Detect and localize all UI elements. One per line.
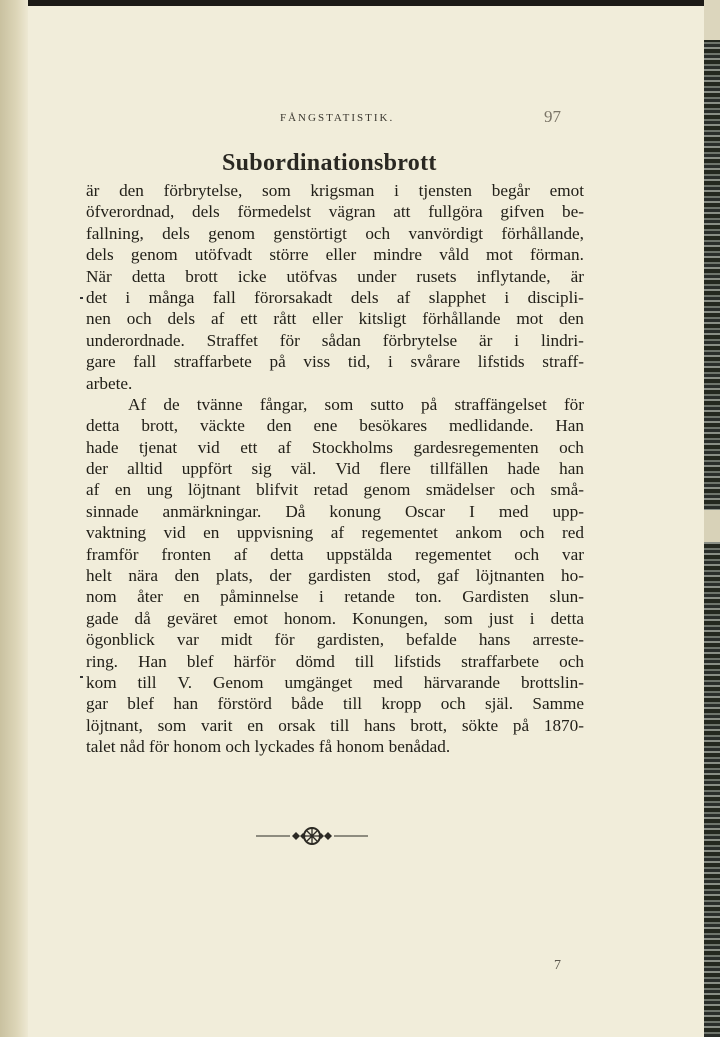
word: blifvit (256, 480, 299, 500)
word: Stockholms (311, 437, 393, 457)
word: straffängelset (454, 394, 547, 414)
text-line (86, 373, 584, 394)
word: detta (270, 544, 304, 564)
word: på (421, 394, 438, 414)
word: umgänget (284, 672, 353, 692)
word: och (514, 544, 540, 564)
word: förbrytelse, (163, 181, 243, 200)
word: ett (240, 437, 258, 457)
word: Genom (212, 672, 264, 692)
word: fall (133, 352, 157, 372)
text-line (86, 266, 584, 287)
word: slapphet (428, 287, 486, 307)
text-line (86, 437, 584, 458)
word: våld (439, 245, 469, 265)
word: nom (86, 587, 117, 607)
word: många (148, 287, 195, 307)
word: som (324, 394, 354, 414)
word: slun- (549, 587, 584, 607)
word: med (373, 672, 403, 692)
word: åter (137, 587, 163, 607)
word: kropp (381, 694, 422, 714)
word: i (387, 352, 393, 372)
text-line (86, 501, 584, 522)
word: midt (220, 630, 253, 650)
word: underordnade. (86, 330, 185, 350)
word: inflytande, (476, 266, 551, 286)
word: genom (130, 245, 178, 265)
text-line (86, 544, 584, 565)
word: upp- (552, 501, 584, 521)
word: är (479, 330, 493, 350)
word: dels (162, 223, 190, 243)
word: förhållande, (501, 223, 584, 243)
word: gare (86, 352, 116, 372)
word: mot (516, 309, 544, 329)
word: orsak (278, 715, 316, 735)
word: väckte (199, 416, 245, 436)
section-title: Subordinationsbrott (222, 150, 437, 176)
text-line (86, 394, 584, 415)
word: som (157, 715, 187, 735)
word: löjtnant, (86, 715, 143, 735)
margin-mark (80, 676, 83, 678)
word: begår (491, 181, 530, 200)
running-header (280, 107, 580, 132)
text-line (86, 458, 584, 479)
text-line (86, 736, 584, 757)
word: gardisten (307, 566, 371, 586)
word: anmärkningar. (162, 501, 262, 521)
word: den (559, 309, 584, 329)
word: som (444, 608, 473, 628)
word: genom (363, 480, 411, 500)
word: en (183, 587, 200, 607)
word: den (119, 181, 144, 200)
word: detta (131, 266, 166, 286)
text-line (86, 180, 584, 201)
word: Af (128, 394, 147, 414)
word: hade (86, 437, 119, 457)
word: löjtnant (188, 480, 241, 500)
word: på (512, 715, 530, 735)
word: konung (329, 501, 381, 521)
word: der (269, 566, 292, 586)
word: fronten (161, 544, 211, 564)
word: de (163, 394, 180, 414)
word: väl. (290, 459, 317, 479)
word: var (176, 630, 199, 650)
word: till (137, 672, 157, 692)
text-line (86, 415, 584, 436)
word: gardesregementen (413, 437, 539, 457)
word: geväret (166, 608, 218, 628)
word: sinnade (86, 501, 139, 521)
word: alltid (127, 459, 163, 479)
word: gardisten, (316, 630, 385, 650)
word: och (440, 694, 466, 714)
word: arreste- (532, 630, 584, 650)
text-line (86, 308, 584, 329)
word: kitsligt (358, 309, 407, 329)
word: V. (177, 672, 193, 692)
word: emot (233, 608, 268, 628)
word: hade (507, 459, 540, 479)
word: det (86, 287, 107, 307)
word: varit (200, 715, 233, 735)
word: som (262, 181, 291, 200)
word: vid (163, 523, 186, 543)
word: fullgöra (428, 202, 483, 222)
text-line (86, 629, 584, 650)
word: i (529, 608, 535, 628)
word: ett (240, 309, 258, 329)
word: brott, (410, 715, 448, 735)
word: vaktning (86, 523, 147, 543)
word: tjensten (418, 181, 473, 200)
word: hans (364, 715, 396, 735)
word: vägran (328, 202, 376, 222)
word: honom. (283, 608, 336, 628)
scan-edge-gap (704, 510, 720, 542)
word: för (563, 394, 584, 414)
word: af (277, 437, 292, 457)
word: då (134, 608, 151, 628)
word: under (357, 266, 397, 286)
word: förhållande (422, 309, 501, 329)
word: tid, (347, 352, 371, 372)
word: helt (86, 566, 112, 586)
word: regementet (415, 544, 492, 564)
word: retad (313, 480, 348, 500)
word: han (559, 459, 584, 479)
word: genom (208, 223, 256, 243)
text-line (86, 693, 584, 714)
word: i (394, 181, 399, 200)
word: lifstids (477, 352, 525, 372)
word: ho- (561, 566, 584, 586)
text-line (86, 330, 584, 351)
word: en (114, 480, 132, 500)
word: befalde (406, 630, 457, 650)
word: påminnelse (220, 587, 299, 607)
word: blef (186, 651, 214, 671)
word: på (269, 352, 286, 372)
word: ton. (415, 587, 442, 607)
word: blef (127, 694, 154, 714)
word: härvarande (423, 672, 501, 692)
word: och (559, 437, 584, 457)
word: i (514, 330, 520, 350)
word: brott (185, 266, 218, 286)
word: af (211, 309, 225, 329)
word: han (173, 694, 199, 714)
word: i (504, 287, 510, 307)
text-line (86, 351, 584, 372)
word: rått (273, 309, 297, 329)
word: den (174, 566, 200, 586)
page-number: 97 (544, 107, 561, 126)
word: sökte (461, 715, 499, 735)
word: förbrytelse (382, 330, 458, 350)
word: dels (167, 309, 196, 329)
word: vanvördigt (408, 223, 484, 243)
text-run: arbete. (86, 373, 133, 393)
word: dömd (295, 651, 335, 671)
word: en (203, 523, 220, 543)
text-line (86, 586, 584, 607)
text-line (86, 651, 584, 672)
word: ring. (86, 651, 118, 671)
word: viss (303, 352, 331, 372)
word: ankom (455, 523, 503, 543)
word: i (318, 587, 324, 607)
word: själ. (484, 694, 514, 714)
word: härför (233, 651, 276, 671)
word: nära (128, 566, 158, 586)
scan-top-band (0, 0, 720, 6)
word: förorsakadt (254, 287, 333, 307)
word: Oscar (404, 501, 446, 521)
word: gar (86, 694, 108, 714)
word: gifven (500, 202, 545, 222)
word: förmedelst (237, 202, 311, 222)
word: dels (350, 287, 379, 307)
word: mot (486, 245, 513, 265)
word: är (570, 266, 584, 286)
word: Straffet (206, 330, 258, 350)
word: eller (312, 309, 343, 329)
scan-edge-gap (704, 0, 720, 40)
word: fångar, (259, 394, 308, 414)
text-line (86, 672, 584, 693)
word: vid (197, 437, 220, 457)
word: en (247, 715, 264, 735)
word: uppfört (181, 459, 233, 479)
word: större (269, 245, 309, 265)
word: ene (313, 416, 338, 436)
word: tillfällen (430, 459, 489, 479)
word: af (330, 523, 345, 543)
word: Han (138, 651, 167, 671)
word: besökares (359, 416, 428, 436)
word: flere (379, 459, 411, 479)
word: utöfvas (286, 266, 338, 286)
word: ögonblick (86, 630, 155, 650)
word: för (274, 630, 295, 650)
word: och (365, 223, 391, 243)
text-line (86, 287, 584, 308)
word: tjenat (138, 437, 178, 457)
word: lindri- (540, 330, 584, 350)
text-line (86, 223, 584, 244)
word: och (559, 651, 584, 671)
word: och (126, 309, 152, 329)
word: brott, (141, 416, 179, 436)
word: regementet (361, 523, 438, 543)
word: löjtnanten (475, 566, 545, 586)
text-line (86, 565, 584, 586)
word: framför (86, 544, 139, 564)
word: eller (325, 245, 357, 265)
word: straff- (542, 352, 584, 372)
word: i (125, 287, 131, 307)
word: dels (86, 245, 114, 265)
word: medlidande. (448, 416, 534, 436)
word: till (342, 694, 363, 714)
word: Konungen, (352, 608, 428, 628)
word: detta (86, 416, 120, 436)
word: tvänne (196, 394, 243, 414)
word: fall (212, 287, 236, 307)
word: för (279, 330, 300, 350)
text-line (86, 608, 584, 629)
running-title: FÅNGSTATISTIK. (280, 112, 395, 124)
word: förman. (529, 245, 584, 265)
word: mindre (373, 245, 423, 265)
word: krigsman (310, 181, 375, 200)
body-text (86, 180, 584, 758)
word: rusets (416, 266, 457, 286)
word: öfverordnad, (86, 202, 175, 222)
word: hans (478, 630, 511, 650)
word: retande (344, 587, 395, 607)
book-spine-shadow (0, 0, 28, 1037)
ornament-rule (256, 824, 368, 848)
text-line (86, 715, 584, 736)
word: sutto (370, 394, 404, 414)
word: lifstids (394, 651, 441, 671)
text-line (86, 244, 584, 265)
text-run: talet nåd för honom och lyckades få honom benådad. (86, 737, 451, 757)
word: be- (562, 202, 584, 222)
word: uppvisning (236, 523, 314, 543)
word: genstörtigt (273, 223, 347, 243)
word: och (510, 480, 535, 500)
word: straffarbete (173, 352, 252, 372)
word: icke (237, 266, 267, 286)
word: ung (146, 480, 173, 500)
word: både (291, 694, 324, 714)
word: var (561, 544, 584, 564)
word: 1870- (543, 715, 584, 735)
word: utöfvadt (194, 245, 253, 265)
word: af (86, 480, 100, 500)
word: Då (285, 501, 306, 521)
word: discipli- (527, 287, 584, 307)
word: med (498, 501, 529, 521)
word: svårare (410, 352, 461, 372)
word: fallning, (86, 223, 144, 243)
word: sådan (321, 330, 361, 350)
word: att (393, 202, 411, 222)
word: nen (86, 309, 111, 329)
word: kom (86, 672, 117, 692)
word: detta (550, 608, 584, 628)
word: små- (550, 480, 584, 500)
word: Gardisten (462, 587, 530, 607)
word: förstörd (217, 694, 272, 714)
word: gade (86, 608, 119, 628)
text-line (86, 522, 584, 543)
word: Han (555, 416, 584, 436)
word: straffarbete (461, 651, 540, 671)
word: till (354, 651, 375, 671)
word: till (330, 715, 350, 735)
word: emot (549, 181, 584, 200)
word: af (233, 544, 248, 564)
word: dels (192, 202, 220, 222)
word: När (86, 266, 112, 286)
word: gaf (437, 566, 460, 586)
word: plats, (216, 566, 253, 586)
word: Samme (532, 694, 584, 714)
word: uppstälda (326, 544, 393, 564)
word: af (396, 287, 411, 307)
word: just (488, 608, 514, 628)
signature-mark: 7 (554, 958, 561, 973)
word: red (561, 523, 584, 543)
word: stod, (387, 566, 421, 586)
word: smädelser (425, 480, 495, 500)
text-line (86, 479, 584, 500)
margin-mark (80, 297, 83, 299)
word: der (86, 459, 108, 479)
word: den (266, 416, 292, 436)
word: I (469, 501, 475, 521)
word: brottslin- (520, 672, 584, 692)
word: och (519, 523, 545, 543)
word: sig (251, 459, 272, 479)
text-line (86, 201, 584, 222)
word: är (86, 181, 100, 200)
word: Vid (335, 459, 361, 479)
